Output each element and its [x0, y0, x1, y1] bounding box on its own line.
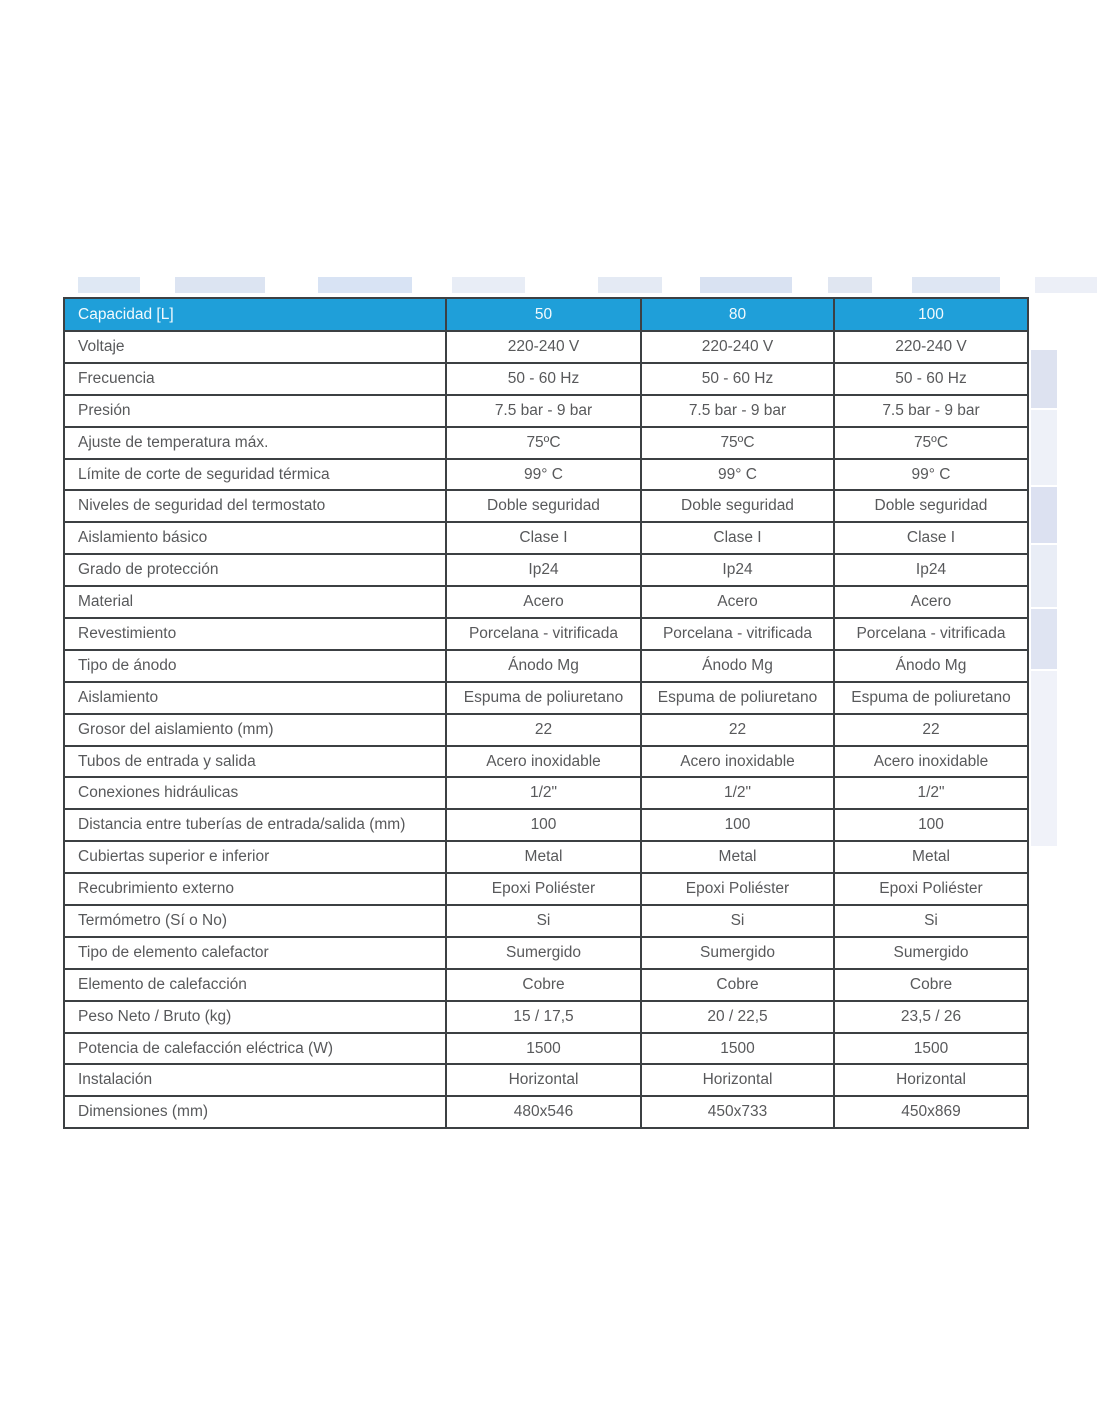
row-label: Conexiones hidráulicas: [64, 777, 446, 809]
table-row: [64, 746, 1028, 778]
row-value: Si: [446, 905, 641, 937]
row-value: Doble seguridad: [641, 490, 834, 522]
watermark-artifact: [1031, 350, 1057, 408]
row-value: 22: [446, 714, 641, 746]
table-row: [64, 905, 1028, 937]
table-row: [64, 937, 1028, 969]
row-value: Si: [834, 905, 1028, 937]
row-value: Sumergido: [834, 937, 1028, 969]
row-value: 220-240 V: [834, 331, 1028, 363]
row-label: Ajuste de temperatura máx.: [64, 427, 446, 459]
row-value: 1/2": [641, 777, 834, 809]
row-value: Si: [641, 905, 834, 937]
row-value: 75ºC: [446, 427, 641, 459]
table-row: [64, 395, 1028, 427]
table-row: [64, 714, 1028, 746]
row-value: 7.5 bar - 9 bar: [834, 395, 1028, 427]
row-label: Distancia entre tuberías de entrada/salida (mm): [64, 809, 446, 841]
row-label: Aislamiento básico: [64, 522, 446, 554]
watermark-artifact: [700, 277, 792, 293]
table-row: [64, 490, 1028, 522]
row-value: Ip24: [641, 554, 834, 586]
watermark-artifact: [78, 277, 140, 293]
table-row: [64, 873, 1028, 905]
row-value: Doble seguridad: [834, 490, 1028, 522]
row-label: Presión: [64, 395, 446, 427]
row-label: Revestimiento: [64, 618, 446, 650]
row-value: Acero: [446, 586, 641, 618]
watermark-artifact: [1031, 545, 1057, 607]
row-label: Recubrimiento externo: [64, 873, 446, 905]
row-label: Material: [64, 586, 446, 618]
row-value: Porcelana - vitrificada: [446, 618, 641, 650]
row-value: 1/2": [834, 777, 1028, 809]
row-value: 450x733: [641, 1096, 834, 1128]
row-label: Tipo de ánodo: [64, 650, 446, 682]
table-row: [64, 682, 1028, 714]
row-value: Acero: [641, 586, 834, 618]
row-value: 99° C: [834, 459, 1028, 491]
row-label: Aislamiento: [64, 682, 446, 714]
row-value: Horizontal: [641, 1064, 834, 1096]
table-row: [64, 459, 1028, 491]
row-value: 50 - 60 Hz: [446, 363, 641, 395]
watermark-artifact: [828, 277, 872, 293]
row-value: Porcelana - vitrificada: [834, 618, 1028, 650]
watermark-artifact: [1031, 410, 1057, 485]
row-value: Epoxi Poliéster: [446, 873, 641, 905]
row-value: 75ºC: [641, 427, 834, 459]
row-label: Potencia de calefacción eléctrica (W): [64, 1033, 446, 1065]
table-row: [64, 841, 1028, 873]
watermark-artifact: [1031, 609, 1057, 669]
table-row: [64, 363, 1028, 395]
row-value: 1/2": [446, 777, 641, 809]
row-value: Epoxi Poliéster: [834, 873, 1028, 905]
table-row: [64, 522, 1028, 554]
row-label: Termómetro (Sí o No): [64, 905, 446, 937]
row-value: Metal: [641, 841, 834, 873]
row-label: Peso Neto / Bruto (kg): [64, 1001, 446, 1033]
row-label: Cubiertas superior e inferior: [64, 841, 446, 873]
row-value: Cobre: [834, 969, 1028, 1001]
row-label: Límite de corte de seguridad térmica: [64, 459, 446, 491]
header-row: [64, 298, 1028, 331]
row-label: Elemento de calefacción: [64, 969, 446, 1001]
row-label: Niveles de seguridad del termostato: [64, 490, 446, 522]
row-value: 75ºC: [834, 427, 1028, 459]
table-row: [64, 1064, 1028, 1096]
header-capacity-label: Capacidad [L]: [64, 298, 446, 331]
table-row: [64, 331, 1028, 363]
spec-table: [63, 297, 1029, 1129]
watermark-artifact: [175, 277, 265, 293]
row-value: Porcelana - vitrificada: [641, 618, 834, 650]
header-col-80: 80: [641, 298, 834, 331]
row-value: Acero inoxidable: [446, 746, 641, 778]
table-row: [64, 554, 1028, 586]
watermark-artifact: [1031, 487, 1057, 543]
watermark-artifact: [912, 277, 1000, 293]
row-label: Frecuencia: [64, 363, 446, 395]
watermark-artifact: [452, 277, 525, 293]
row-value: Epoxi Poliéster: [641, 873, 834, 905]
row-value: 1500: [834, 1033, 1028, 1065]
row-value: 7.5 bar - 9 bar: [446, 395, 641, 427]
row-value: Doble seguridad: [446, 490, 641, 522]
row-value: Acero inoxidable: [834, 746, 1028, 778]
row-value: Cobre: [446, 969, 641, 1001]
row-value: Horizontal: [834, 1064, 1028, 1096]
row-value: Metal: [446, 841, 641, 873]
table-row: [64, 618, 1028, 650]
row-value: 15 / 17,5: [446, 1001, 641, 1033]
row-value: 1500: [641, 1033, 834, 1065]
table-row: [64, 650, 1028, 682]
row-value: Clase I: [446, 522, 641, 554]
row-value: Acero inoxidable: [641, 746, 834, 778]
row-value: 220-240 V: [641, 331, 834, 363]
row-value: Ánodo Mg: [446, 650, 641, 682]
row-value: Clase I: [641, 522, 834, 554]
watermark-artifact: [1035, 277, 1097, 293]
row-label: Tubos de entrada y salida: [64, 746, 446, 778]
row-value: 20 / 22,5: [641, 1001, 834, 1033]
row-label: Voltaje: [64, 331, 446, 363]
row-value: 50 - 60 Hz: [641, 363, 834, 395]
row-label: Instalación: [64, 1064, 446, 1096]
row-value: 100: [446, 809, 641, 841]
table-row: [64, 1033, 1028, 1065]
table-row: [64, 427, 1028, 459]
row-value: Espuma de poliuretano: [641, 682, 834, 714]
table-row: [64, 809, 1028, 841]
row-value: Cobre: [641, 969, 834, 1001]
row-value: 480x546: [446, 1096, 641, 1128]
row-value: Ip24: [834, 554, 1028, 586]
row-value: Sumergido: [641, 937, 834, 969]
row-value: 220-240 V: [446, 331, 641, 363]
row-value: 450x869: [834, 1096, 1028, 1128]
row-value: Espuma de poliuretano: [446, 682, 641, 714]
row-value: Horizontal: [446, 1064, 641, 1096]
row-value: 23,5 / 26: [834, 1001, 1028, 1033]
row-value: Ip24: [446, 554, 641, 586]
row-value: 22: [834, 714, 1028, 746]
watermark-artifact: [318, 277, 412, 293]
header-col-50: 50: [446, 298, 641, 331]
row-value: Acero: [834, 586, 1028, 618]
row-label: Dimensiones (mm): [64, 1096, 446, 1128]
row-value: 1500: [446, 1033, 641, 1065]
table-row: [64, 777, 1028, 809]
row-value: 22: [641, 714, 834, 746]
table-row: [64, 969, 1028, 1001]
table-row: [64, 1096, 1028, 1128]
row-value: 100: [641, 809, 834, 841]
row-value: Metal: [834, 841, 1028, 873]
row-value: 99° C: [446, 459, 641, 491]
watermark-artifact: [598, 277, 662, 293]
header-col-100: 100: [834, 298, 1028, 331]
row-value: 99° C: [641, 459, 834, 491]
row-value: Sumergido: [446, 937, 641, 969]
row-value: 50 - 60 Hz: [834, 363, 1028, 395]
row-value: Ánodo Mg: [641, 650, 834, 682]
row-label: Grosor del aislamiento (mm): [64, 714, 446, 746]
table-row: [64, 586, 1028, 618]
row-value: Ánodo Mg: [834, 650, 1028, 682]
row-value: 7.5 bar - 9 bar: [641, 395, 834, 427]
watermark-artifact: [1031, 671, 1057, 846]
table-row: [64, 1001, 1028, 1033]
row-value: Clase I: [834, 522, 1028, 554]
row-value: 100: [834, 809, 1028, 841]
row-value: Espuma de poliuretano: [834, 682, 1028, 714]
row-label: Grado de protección: [64, 554, 446, 586]
row-label: Tipo de elemento calefactor: [64, 937, 446, 969]
